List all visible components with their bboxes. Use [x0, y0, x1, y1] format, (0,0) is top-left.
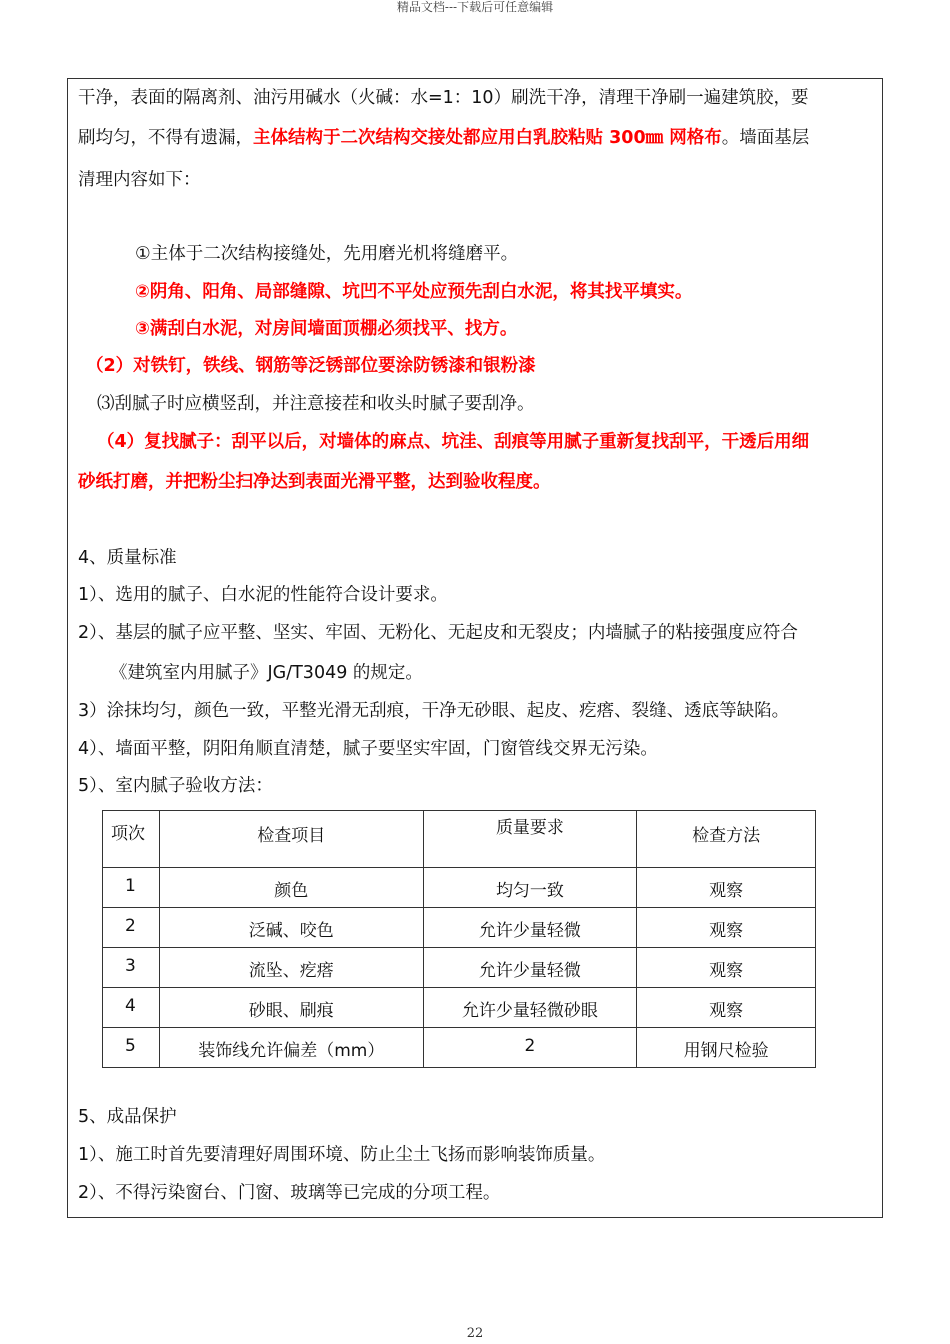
step-text: （4）复找腻子：刮平以后，对墙体的麻点、坑洼、刮痕等用腻子重新复找刮平，干透后用细: [97, 432, 810, 452]
table-cell: 装饰线允许偏差（mm）: [159, 1028, 423, 1068]
table-header-cell: 检查方法: [637, 811, 816, 868]
emphasis-text: 主体结构于二次结构交接处都应用白乳胶粘贴 300㎜ 网格布: [253, 128, 722, 148]
table-cell: 流坠、疙瘩: [159, 948, 423, 988]
table-cell: 均匀一致: [423, 868, 637, 908]
table-cell: 砂眼、刷痕: [159, 988, 423, 1028]
section-heading: 4、质量标准: [78, 548, 177, 568]
quality-item: 1）、选用的腻子、白水泥的性能符合设计要求。: [78, 585, 448, 605]
table-cell: 颜色: [159, 868, 423, 908]
table-cell: 2: [423, 1028, 637, 1068]
list-item-emphasis: ③满刮白水泥，对房间墙面顶棚必须找平、找方。: [135, 319, 518, 339]
table-cell: 观察: [637, 948, 816, 988]
table-cell: 观察: [637, 908, 816, 948]
paragraph-line-3: 清理内容如下：: [78, 170, 201, 190]
paragraph-text: 干净，表面的隔离剂、油污用碱水（火碱：水=1：10）刷洗干净，清理干净刷一遍建筑胶，要: [78, 88, 809, 108]
table-cell: 允许少量轻微: [423, 908, 637, 948]
quality-item: 4）、墙面平整，阴阳角顺直清楚，腻子要坚实牢固，门窗管线交界无污染。: [78, 739, 658, 759]
step-emphasis: 砂纸打磨，并把粉尘扫净达到表面光滑平整，达到验收程度。: [78, 472, 551, 492]
paragraph-text: 刷均匀，不得有遗漏，: [78, 128, 253, 148]
table-cell: 5: [103, 1028, 160, 1068]
table-row: [103, 948, 816, 988]
step-emphasis: [97, 431, 874, 453]
protection-item: 2）、不得污染窗台、门窗、玻璃等已完成的分项工程。: [78, 1183, 501, 1203]
step-text: ⑶刮腻子时应横竖刮，并注意接茬和收头时腻子要刮净。: [97, 394, 535, 414]
table-row: [103, 1028, 816, 1068]
quality-item: 3）涂抹均匀，颜色一致，平整光滑无刮痕，干净无砂眼、起皮、疙瘩、裂缝、透底等缺陷。: [78, 701, 790, 721]
table-cell: 1: [103, 868, 160, 908]
table-cell: 泛碱、咬色: [159, 908, 423, 948]
quality-item: 5）、室内腻子验收方法：: [78, 776, 273, 796]
table-header-row: [103, 811, 816, 868]
protection-item: 1）、施工时首先要清理好周围环境、防止尘土飞扬而影响装饰质量。: [78, 1145, 606, 1165]
paragraph-text: 。墙面基层: [721, 128, 810, 148]
acceptance-table: [102, 810, 816, 1068]
paragraph-line-1: [78, 87, 874, 109]
step-emphasis: （2）对铁钉，铁线、钢筋等泛锈部位要涂防锈漆和银粉漆: [86, 356, 536, 376]
table-cell: 2: [103, 908, 160, 948]
header-note: 精品文档---下载后可任意编辑: [396, 0, 554, 14]
table-cell: 允许少量轻微砂眼: [423, 988, 637, 1028]
table-cell: 用钢尺检验: [637, 1028, 816, 1068]
table-cell: 允许少量轻微: [423, 948, 637, 988]
paragraph-line-2: [78, 127, 809, 149]
table-cell: 观察: [637, 868, 816, 908]
quality-item-continued: 《建筑室内用腻子》JG/T3049 的规定。: [110, 663, 423, 683]
list-item-emphasis: ②阴角、阳角、局部缝隙、坑凹不平处应预先刮白水泥，将其找平填实。: [135, 282, 693, 302]
table-row: [103, 988, 816, 1028]
table-header-cell: 检查项目: [159, 811, 423, 868]
page-number: 22: [466, 1326, 484, 1341]
table-row: [103, 868, 816, 908]
list-item: ①主体于二次结构接缝处，先用磨光机将缝磨平。: [135, 244, 519, 264]
table-cell: 观察: [637, 988, 816, 1028]
quality-item: [78, 622, 874, 644]
table-header-cell: 质量要求: [423, 811, 637, 868]
table-row: [103, 908, 816, 948]
table-cell: 3: [103, 948, 160, 988]
table-cell: 4: [103, 988, 160, 1028]
section-heading: 5、成品保护: [78, 1107, 177, 1127]
quality-text: 2）、基层的腻子应平整、坚实、牢固、无粉化、无起皮和无裂皮；内墙腻子的粘接强度应符合: [78, 623, 798, 643]
table-header-cell: 项次: [103, 811, 160, 868]
